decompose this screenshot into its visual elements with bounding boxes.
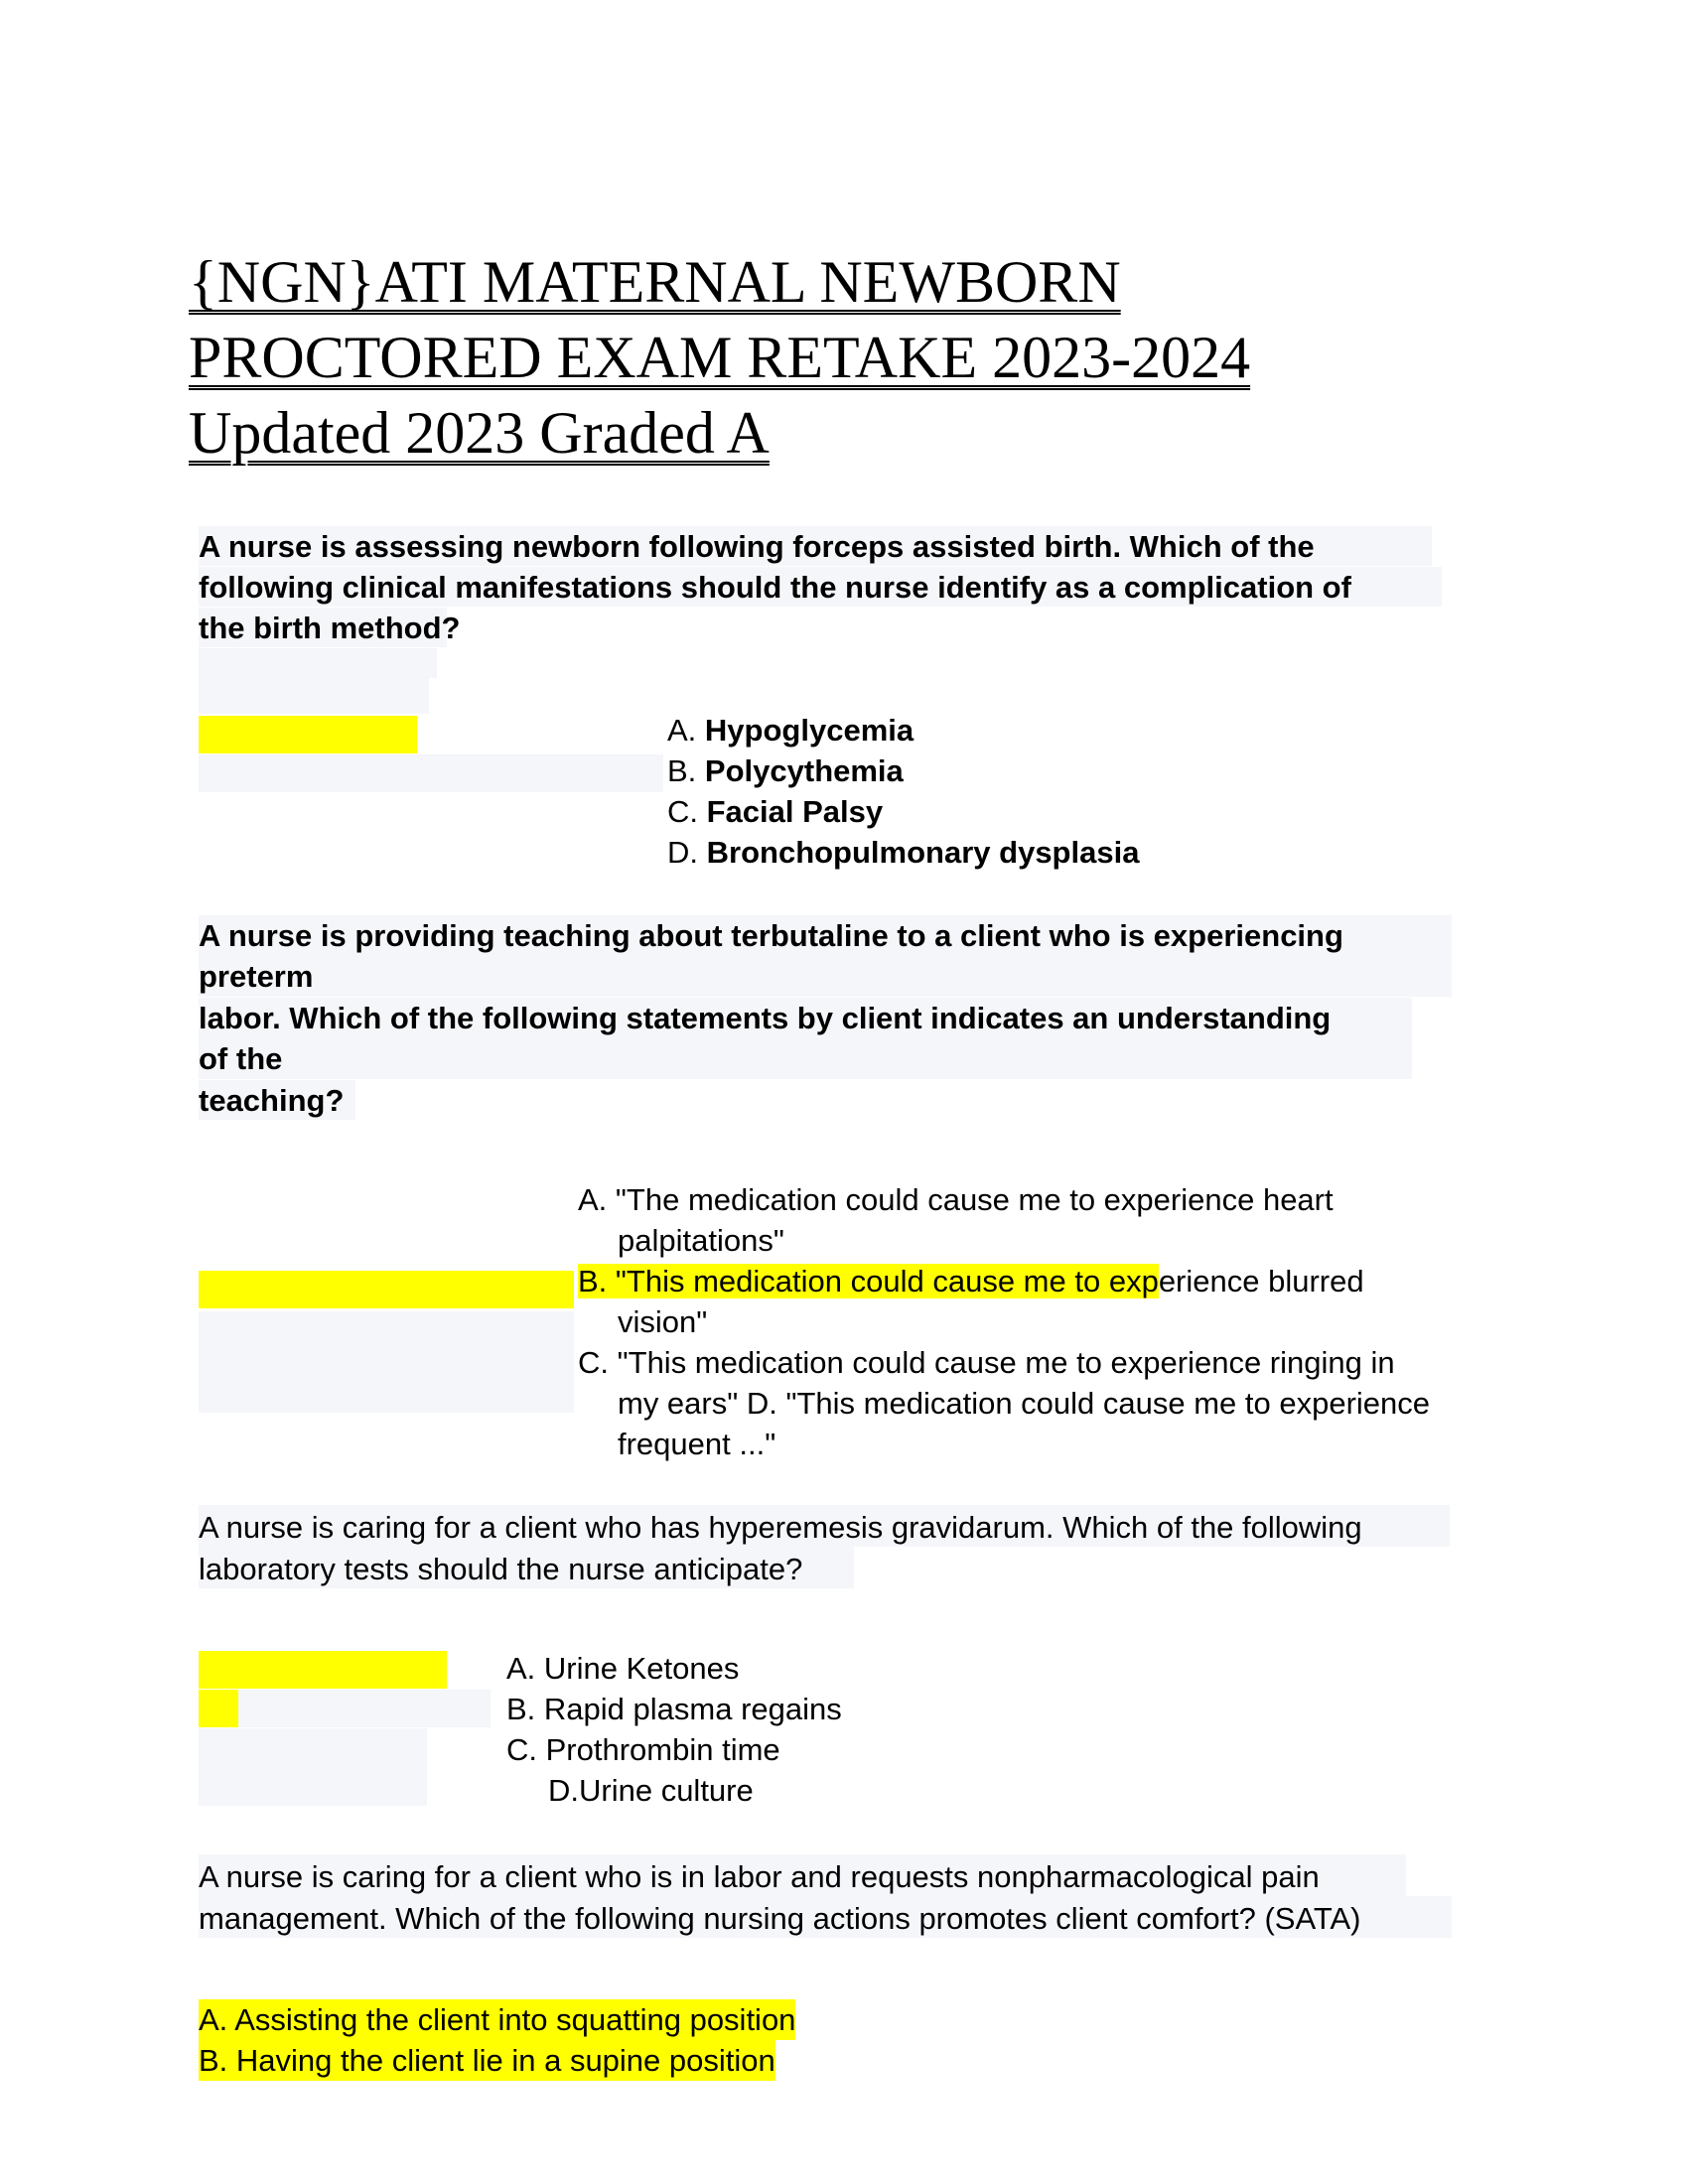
option-letter: A. [506,1651,536,1686]
question-4-option-b [199,2040,775,2081]
question-2-line: labor. Which of the following statements by client indicates an understanding [199,1001,1332,1035]
shade-block [199,678,429,714]
option-letter: C. [667,794,698,829]
question-3-option-a [506,1648,739,1689]
option-text: Polycythemia [704,753,904,788]
question-1-line: the birth method? [199,611,461,645]
question-2-option-c-continued-2: frequent ..." [618,1427,776,1461]
shade-block [199,648,437,678]
option-text: Having the client lie in a supine position [235,2043,775,2078]
question-1-option-a [667,710,914,751]
option-letter: D. [667,835,698,870]
option-letter: A. [199,2002,228,2037]
question-3-line: laboratory tests should the nurse anticipate? [199,1552,803,1586]
option-text: Assisting the client into squatting position [234,2002,796,2037]
question-3-option-b [506,1689,842,1729]
question-2-line: teaching? [199,1083,345,1118]
question-1-line: A nurse is assessing newborn following forceps assisted birth. Which of the [199,529,1315,564]
option-letter: C. [506,1732,537,1767]
question-2-line: of the [199,1041,283,1076]
question-2-option-c-continued: my ears" D. "This medication could cause me to experience [618,1386,1431,1421]
answer-highlight [199,1690,238,1727]
shade-block [199,754,663,792]
question-3-line: A nurse is caring for a client who has hyperemesis gravidarum. Which of the following [199,1510,1362,1545]
question-1-option-b [667,751,904,791]
option-letter: B. [578,1264,608,1298]
option-letter: A. [578,1182,608,1217]
question-1-line: following clinical manifestations should the nurse identify as a complication of [199,570,1351,605]
option-text: Urine Ketones [543,1651,740,1686]
question-2-option-a-continued: palpitations" [618,1223,784,1258]
question-2-option-c [578,1342,1395,1383]
option-letter: A. [667,713,697,748]
option-text: erience blurred [1158,1264,1364,1298]
question-2-option-b [578,1261,1364,1301]
option-letter: B. [667,753,697,788]
option-text: Facial Palsy [706,794,884,829]
option-letter: B. [506,1692,536,1726]
shade-block [238,1690,491,1727]
answer-highlight [199,1651,447,1689]
shade-block [199,1311,574,1413]
document-title-line-2: PROCTORED EXAM RETAKE 2023-2024 [189,325,1251,390]
option-text: "The medication could cause me to experience heart [615,1182,1334,1217]
answer-highlight [199,716,417,753]
question-4-line: A nurse is caring for a client who is in labor and requests nonpharmacological pain [199,1859,1320,1894]
question-2-option-b-continued: vision" [618,1304,708,1339]
option-text-highlighted: "This medication could cause me to exp [615,1264,1159,1298]
question-2-option-a [578,1179,1334,1220]
option-text: Bronchopulmonary dysplasia [706,835,1140,870]
answer-highlight [199,1271,574,1308]
shade-block [199,1728,427,1806]
question-1-option-c [667,791,883,832]
option-text: Prothrombin time [545,1732,780,1767]
question-3-option-d: D.Urine culture [548,1773,754,1808]
question-1-option-d [667,832,1139,873]
document-title-line-3: Updated 2023 Graded A [189,400,770,466]
option-text: Rapid plasma regains [543,1692,842,1726]
option-text: Hypoglycemia [704,713,914,748]
question-4-line: management. Which of the following nursing actions promotes client comfort? (SATA) [199,1901,1361,1936]
option-letter: C. [578,1345,609,1380]
option-letter: B. [199,2043,228,2078]
option-text: "This medication could cause me to experience ringing in [617,1345,1395,1380]
document-title-line-1: {NGN}ATI MATERNAL NEWBORN [189,249,1121,315]
question-3-option-c [506,1729,780,1770]
question-4-option-a [199,1999,795,2040]
question-2-line: preterm [199,959,314,994]
question-2-line: A nurse is providing teaching about terbutaline to a client who is experiencing [199,918,1343,953]
